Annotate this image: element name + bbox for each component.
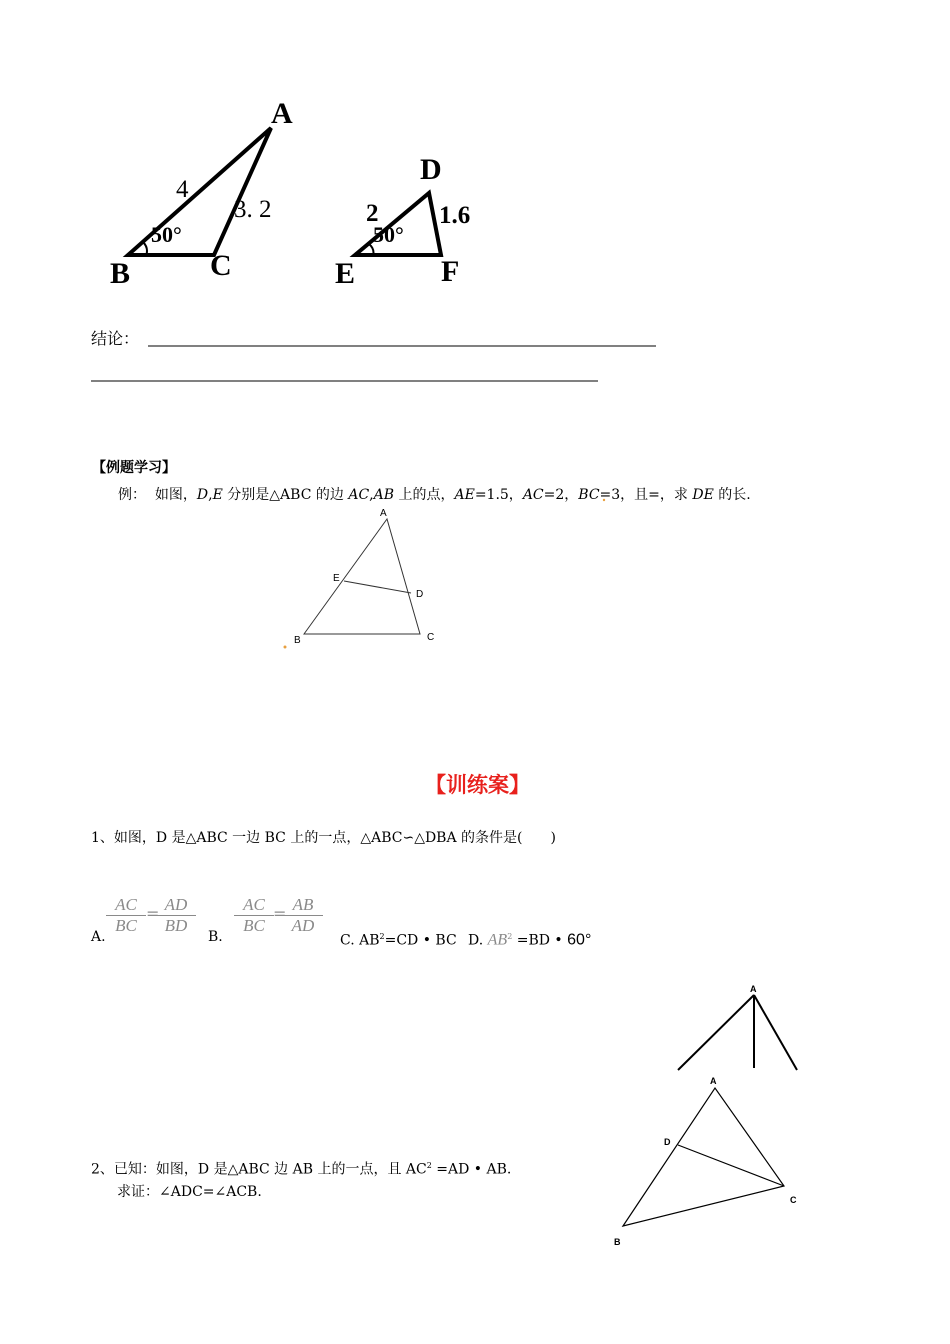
label-b: B bbox=[110, 257, 131, 290]
side-ab-label: 4 bbox=[176, 176, 189, 203]
conclusion-label: 结论： bbox=[91, 329, 140, 348]
label-a: A bbox=[271, 97, 293, 130]
opt-b-frac2: $\frac{AB}{AD}$ bbox=[283, 895, 323, 936]
q2-text: 2、已知：如图，D 是△ABC 边 AB 上的一点，且 $AC^2 =AD$ • AB. bbox=[91, 1161, 512, 1178]
side-ac-label: 3. 2 bbox=[234, 196, 272, 223]
q2-figure bbox=[623, 1088, 784, 1226]
opt-a-eq: = bbox=[146, 904, 160, 923]
q2-label-c: C bbox=[790, 1195, 797, 1205]
opt-b-eq: = bbox=[273, 904, 287, 923]
q2-prove: 求证：∠ADC=∠ACB. bbox=[117, 1184, 262, 1200]
angle-b-label: 50° bbox=[151, 222, 182, 247]
ex-label-b: B bbox=[294, 635, 301, 646]
q2-label-b: B bbox=[614, 1237, 621, 1247]
ex-label-a: A bbox=[380, 508, 387, 519]
q2-label-a: A bbox=[710, 1076, 717, 1086]
opt-d: D. $AB^2 =BD$ • 60° bbox=[468, 931, 592, 949]
label-d: D bbox=[420, 153, 442, 186]
side-de-label: 2 bbox=[366, 200, 379, 227]
q1-fig-label-a: A bbox=[750, 984, 757, 994]
example-triangle-figure bbox=[304, 519, 420, 634]
stray-dot bbox=[284, 646, 287, 649]
ex-label-d: D bbox=[416, 589, 424, 600]
ex-label-c: C bbox=[427, 632, 435, 643]
label-f: F bbox=[441, 255, 460, 288]
q1-text: 1、如图，D 是△ABC 一边 BC 上的一点，△ABC∽△DBA 的条件是( ) bbox=[91, 830, 556, 846]
triangle-abc-figure bbox=[128, 128, 271, 256]
opt-a-frac1: $\frac{AC}{BC}$ bbox=[106, 895, 146, 936]
q2-label-d: D bbox=[664, 1137, 671, 1147]
ex-label-e: E bbox=[333, 573, 340, 584]
opt-b-frac1: $\frac{AC}{BC}$ bbox=[234, 895, 274, 936]
opt-b-label: B. bbox=[208, 929, 223, 945]
training-title: 【训练案】 bbox=[425, 773, 530, 797]
opt-a-frac2: $\frac{AD}{BD}$ bbox=[156, 895, 196, 936]
label-c: C bbox=[210, 249, 232, 282]
example-text: 例： 如图，D,E 分别是△ABC 的边 AC,AB 上的点，AE=1.5，AC=2，BC=3，且=，求 DE 的长. bbox=[118, 487, 751, 503]
opt-a-label: A. bbox=[91, 929, 106, 945]
q1-figure bbox=[678, 995, 797, 1070]
opt-c: C. $AB^2=CD$ • BC bbox=[340, 932, 457, 949]
angle-e-label: 50° bbox=[373, 222, 404, 247]
label-e: E bbox=[335, 257, 356, 290]
example-heading: 【例题学习】 bbox=[92, 460, 176, 476]
side-df-label: 1.6 bbox=[439, 202, 471, 229]
